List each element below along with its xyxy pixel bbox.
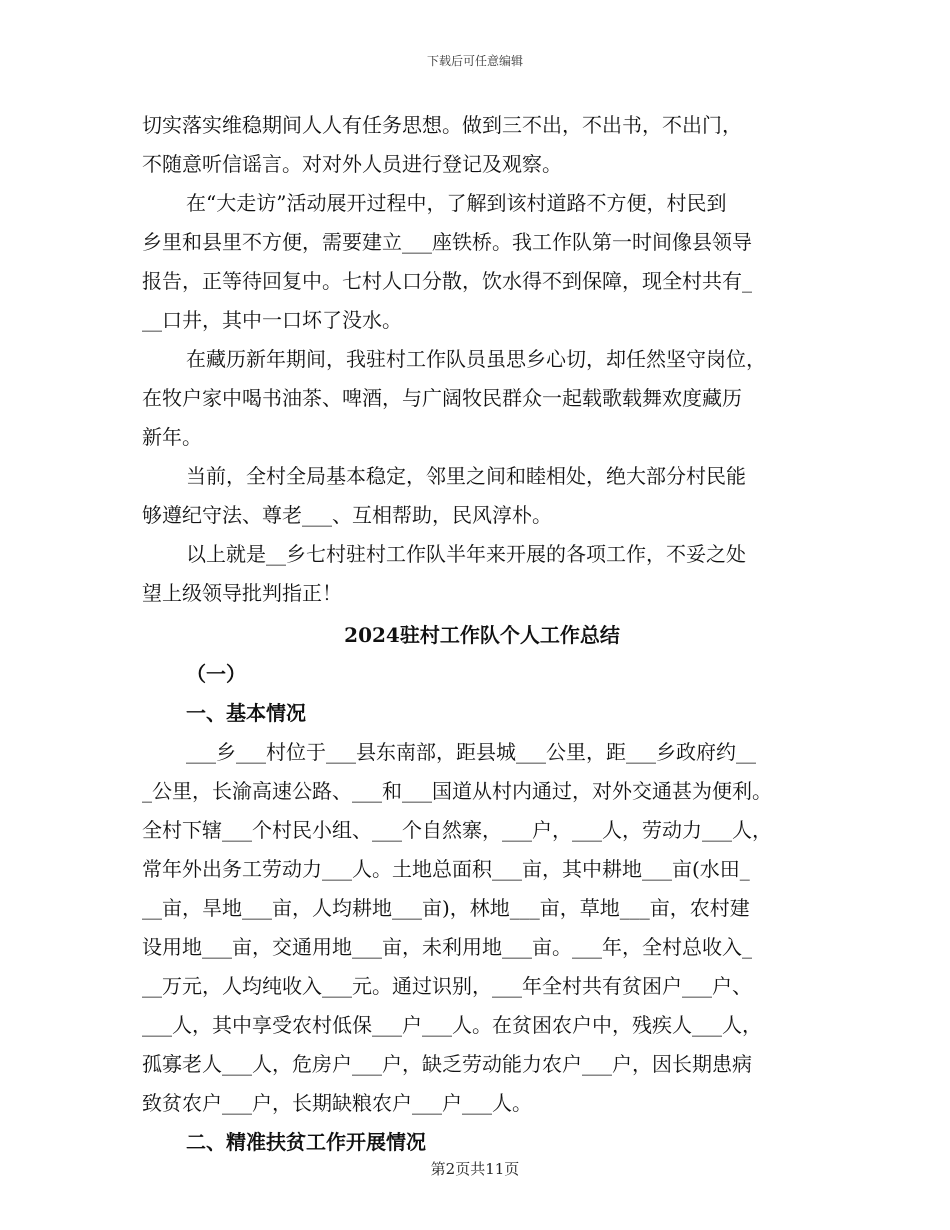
paragraph-line: 当前，全村全局基本稳定，邻里之间和睦相处，绝大部分村民能 [186,464,746,488]
paragraph-line: 致贫农户___户，长期缺粮农户___户___人。 [142,1091,532,1115]
section-number: （一） [186,662,246,686]
paragraph-line: 在“大走访”活动展开过程中，了解到该村道路不方便，村民到 [186,191,727,215]
paragraph-line: 报告，正等待回复中。七村人口分散，饮水得不到保障，现全村共有_ [142,269,752,293]
paragraph-line: _公里，长渝高速公路、___和___国道从村内通过，对外交通甚为便利。 [142,779,772,803]
paragraph-line: 全村下辖___个村民小组、___个自然寨，___户，___人，劳动力___人， [142,818,772,842]
paragraph-line: 切实落实维稳期间人人有任务思想。做到三不出，不出书，不出门， [142,113,742,137]
paragraph-line: 新年。 [142,425,202,449]
paragraph-line: 在牧户家中喝书油茶、啤酒，与广阔牧民群众一起载歌载舞欢度藏历 [142,386,742,410]
paragraph-line: ___乡___村位于___县东南部，距县城___公里，距___乡政府约__ [186,740,756,764]
paragraph-line: 望上级领导批判指正！ [142,581,342,605]
paragraph-line: 在藏历新年期间，我驻村工作队员虽思乡心切，却任然坚守岗位， [186,347,766,371]
paragraph-line: 以上就是__乡七村驻村工作队半年来开展的各项工作，不妥之处 [186,542,746,566]
paragraph-line: 够遵纪守法、尊老___、互相帮助，民风淳朴。 [142,503,552,527]
paragraph-line: __亩，旱地___亩，人均耕地___亩)，林地___亩，草地___亩，农村建 [142,896,750,920]
paragraph-line: __万元，人均纯收入___元。通过识别，___年全村共有贫困户___户、 [142,974,752,998]
section-heading-basic-info: 一、基本情况 [186,701,306,725]
page-header-note: 下载后可任意编辑 [426,54,523,68]
paragraph-line: 常年外出务工劳动力___人。土地总面积___亩，其中耕地___亩(水田_ [142,857,750,881]
document-title: 2024驻村工作队个人工作总结 [344,623,620,647]
paragraph-line: ___人，其中享受农村低保___户___人。在贫困农户中，残疾人___人， [142,1013,762,1037]
paragraph-line: 孤寡老人___人，危房户___户，缺乏劳动能力农户___户，因长期患病 [142,1052,752,1076]
paragraph-line: __口井，其中一口坏了没水。 [142,308,402,332]
document-body [142,106,822,1162]
paragraph-line: 乡里和县里不方便，需要建立___座铁桥。我工作队第一时间像县领导 [142,230,752,254]
paragraph-line: 不随意听信谣言。对对外人员进行登记及观察。 [142,152,562,176]
paragraph-line: 设用地___亩，交通用地___亩，未利用地___亩。___年，全村总收入_ [142,935,752,959]
section-heading-poverty-work: 二、精准扶贫工作开展情况 [186,1130,426,1154]
page-number: 第2页共11页 [430,1160,520,1178]
